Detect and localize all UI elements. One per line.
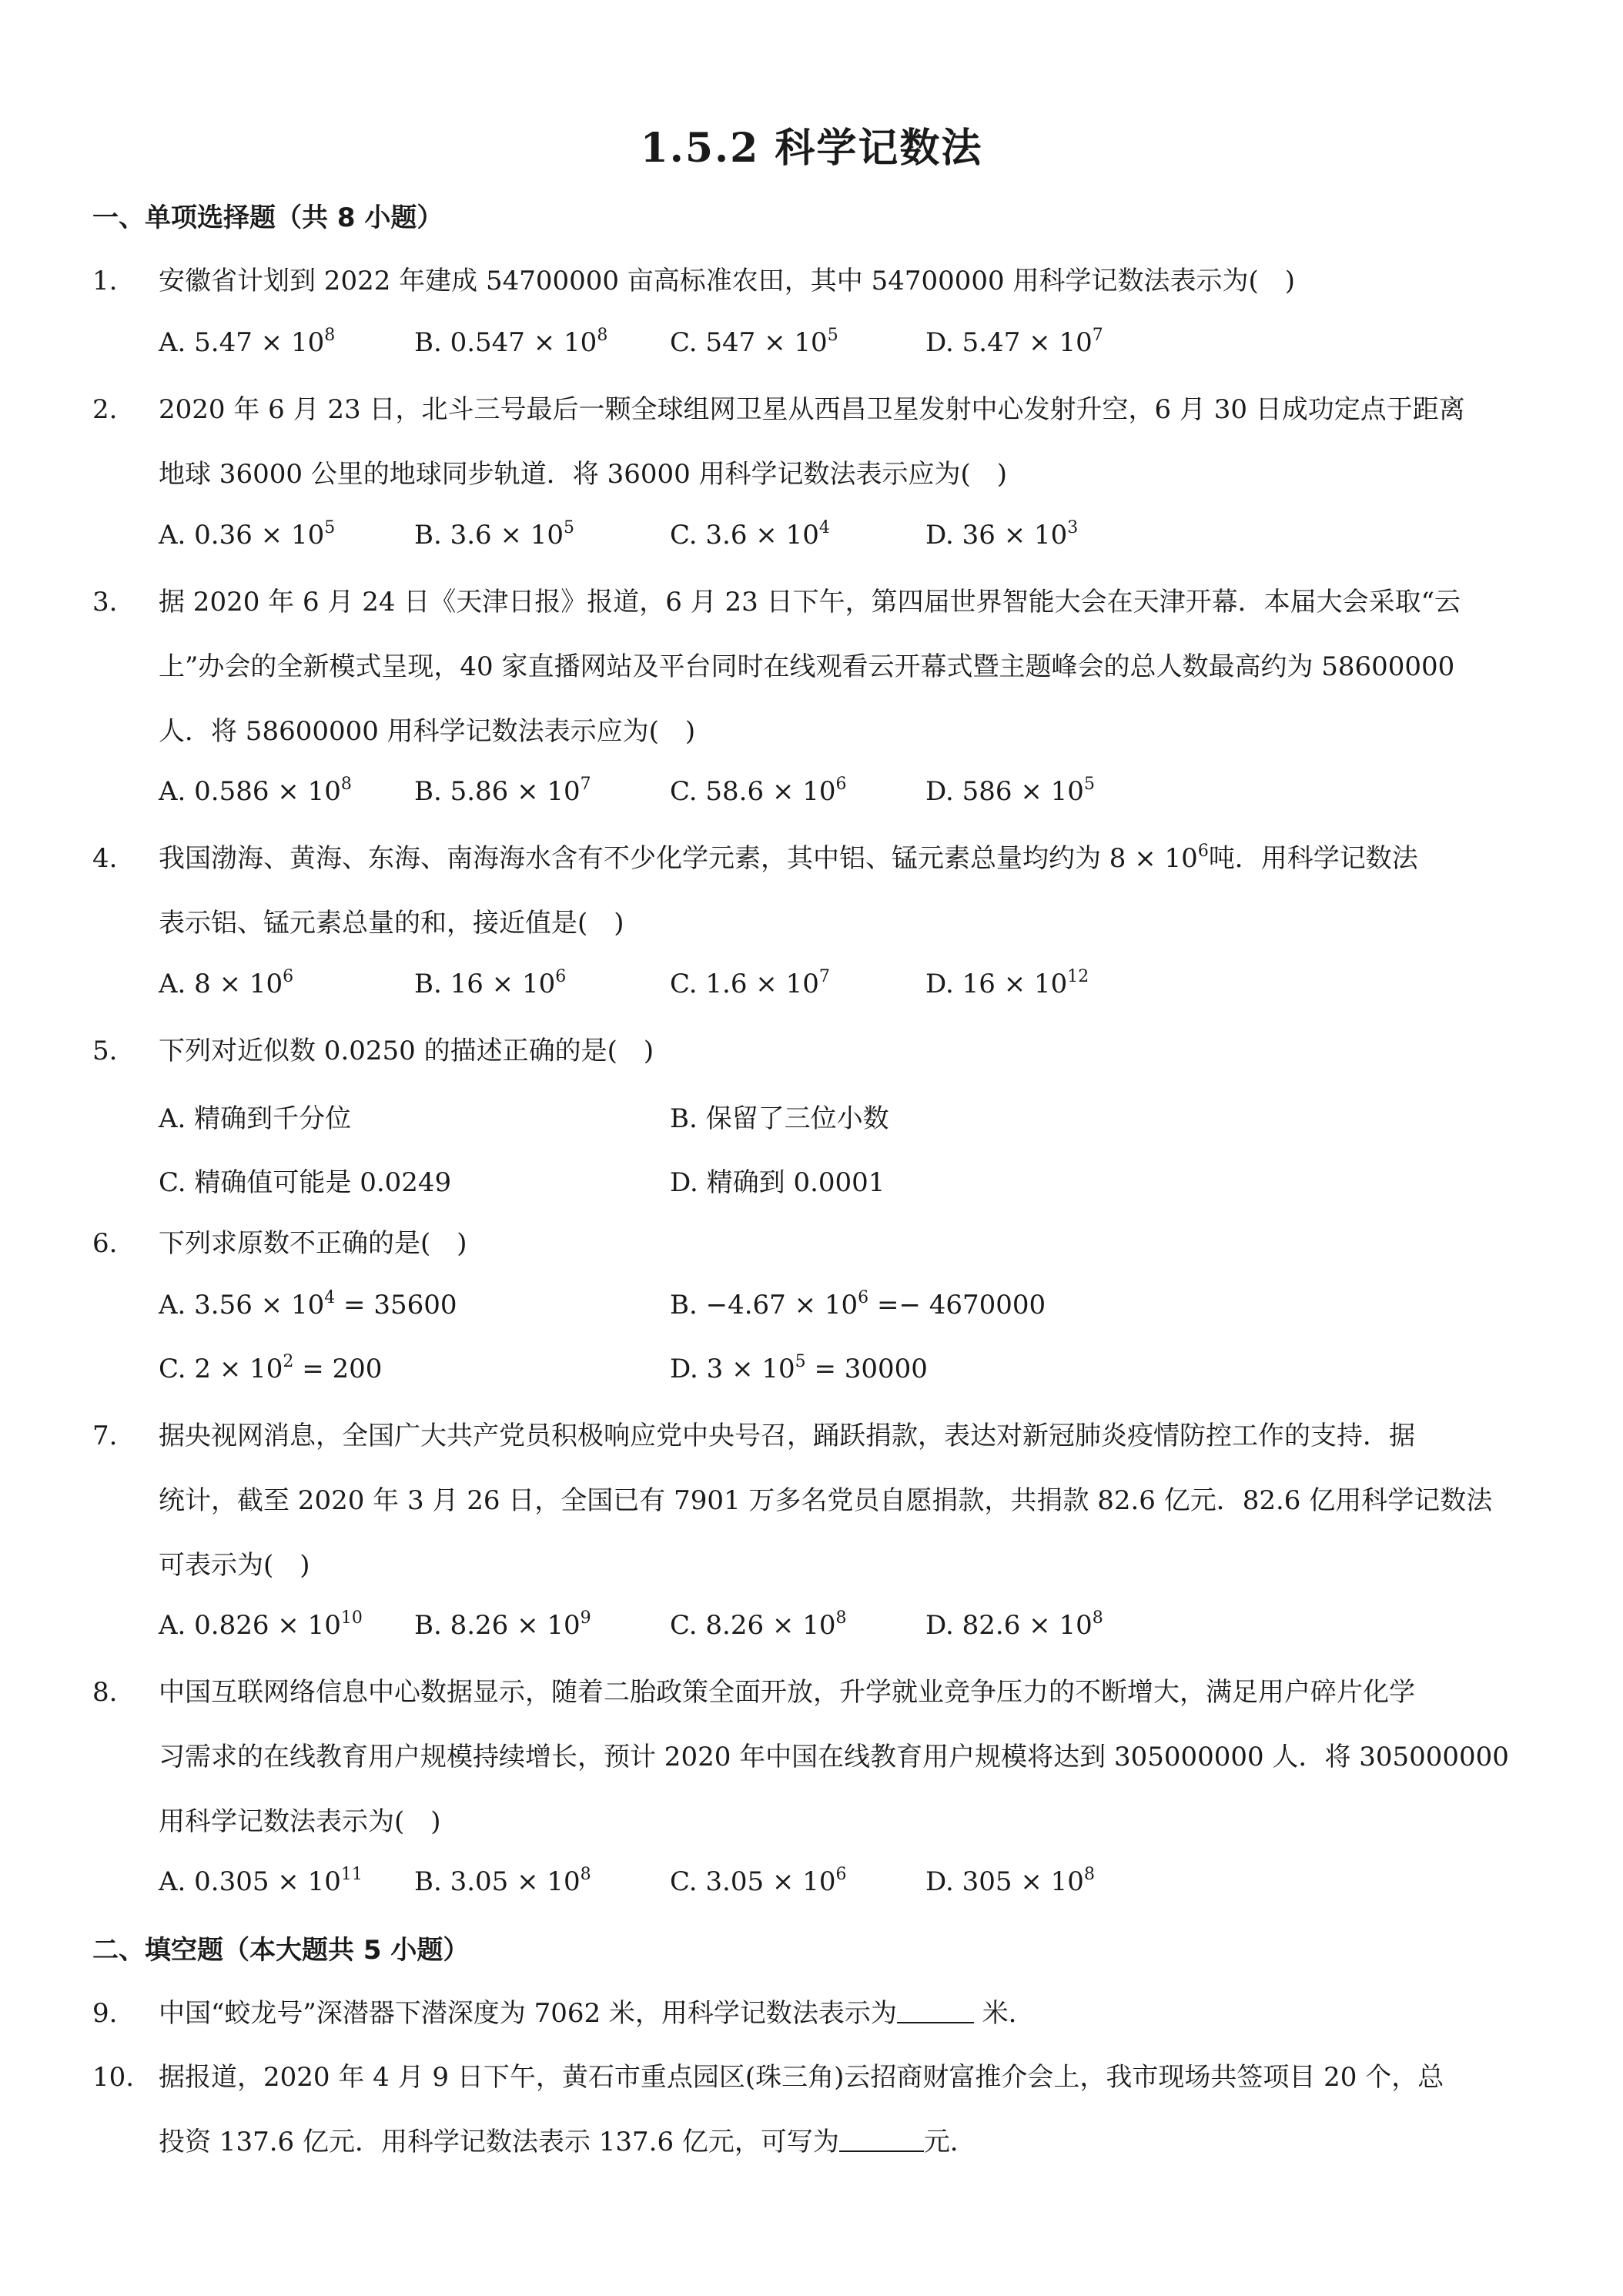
question-4 <box>92 826 1540 956</box>
question-10 <box>92 2045 1540 2174</box>
question-9 <box>92 1981 1540 2046</box>
option-b[interactable]: B. 保留了三位小数 <box>670 1103 889 1134</box>
question-1 <box>92 249 1540 313</box>
question-text-line: 中国互联网络信息中心数据显示，随着二胎政策全面开放，升学就业竞争压力的不断增大，满足用户碎片化学 <box>159 1677 1415 1708</box>
question-text: 下列对近似数 0.0250 的描述正确的是( ) <box>159 1036 654 1066</box>
question-text-line: 据央视网消息，全国广大共产党员积极响应党中央号召，踊跃捐款，表达对新冠肺炎疫情防控工作的支持．据 <box>159 1421 1415 1451</box>
option-c[interactable]: C. $547 \times 10^5$ <box>670 326 838 358</box>
question-text-line: 据报道，2020 年 4 月 9 日下午，黄石市重点园区(珠三角)云招商财富推介会上，我市现场共签项目 20 个，总 <box>159 2062 1444 2093</box>
question-number: 5. <box>92 1036 118 1066</box>
option-a[interactable]: A. $5.47 \times 10^8$ <box>159 326 336 358</box>
section-heading-fill-in: 二、填空题（本大题共 5 小题） <box>92 1935 470 1966</box>
answer-blank[interactable] <box>897 1999 974 2023</box>
question-number: 10. <box>92 2062 135 2093</box>
option-b[interactable]: B. $3.6 \times 10^5$ <box>414 518 575 551</box>
question-text-line: 人．将 58600000 用科学记数法表示应为( ) <box>159 716 696 747</box>
question-number: 1. <box>92 266 118 296</box>
question-text-line: 据 2020 年 6 月 24 日《天津日报》报道，6 月 23 日下午，第四届世界智能大会在天津开幕．本届大会采取“云 <box>159 587 1461 618</box>
option-d[interactable]: D. $305 \times 10^8$ <box>925 1865 1095 1897</box>
option-c[interactable]: C. $8.26 \times 10^8$ <box>670 1608 847 1641</box>
option-d[interactable]: D. $3 \times 10^5 = 30000$ <box>670 1352 928 1384</box>
question-number: 2. <box>92 394 118 425</box>
question-number: 4. <box>92 843 118 874</box>
question-text-line: 我国渤海、黄海、东海、南海海水含有不少化学元素，其中铝、锰元素总量均约为 $8 \times 10^6$吨．用科学记数法 <box>159 842 1418 874</box>
question-text: 下列求原数不正确的是( ) <box>159 1228 467 1259</box>
option-d[interactable]: D. $16 \times 10^{12}$ <box>925 967 1089 999</box>
option-b[interactable]: B. $3.05 \times 10^8$ <box>414 1865 591 1897</box>
option-a[interactable]: A. $0.305 \times 10^{11}$ <box>159 1865 363 1897</box>
question-number: 6. <box>92 1228 118 1259</box>
option-d[interactable]: D. $586 \times 10^5$ <box>925 775 1095 807</box>
option-a[interactable]: A. $8 \times 10^6$ <box>159 967 294 999</box>
question-3 <box>92 570 1540 764</box>
question-5 <box>92 1019 1540 1083</box>
answer-blank[interactable] <box>839 2127 924 2152</box>
question-text: 中国“蛟龙号”深潜器下潜深度为 7062 米，用科学记数法表示为 米． <box>159 1998 1035 2029</box>
question-8 <box>92 1660 1540 1854</box>
option-c[interactable]: C. 精确值可能是 0.0249 <box>159 1167 452 1198</box>
question-text-line: 投资 137.6 亿元．用科学记数法表示 137.6 亿元，可写为 元． <box>159 2127 976 2157</box>
option-b[interactable]: B. $5.86 \times 10^7$ <box>414 775 591 807</box>
option-c[interactable]: C. $2 \times 10^2 = 200$ <box>159 1352 383 1384</box>
option-b[interactable]: B. $-4.67 \times 10^6 =- 4670000$ <box>670 1288 1046 1320</box>
option-d[interactable]: D. $82.6 \times 10^8$ <box>925 1608 1103 1641</box>
question-text: 安徽省计划到 2022 年建成 54700000 亩高标准农田，其中 54700000 用科学记数法表示为( ) <box>159 266 1296 296</box>
option-c[interactable]: C. $3.05 \times 10^6$ <box>670 1865 847 1897</box>
option-d[interactable]: D. $36 \times 10^3$ <box>925 518 1079 551</box>
option-a[interactable]: A. $3.56 \times 10^4 = 35600$ <box>159 1288 457 1320</box>
option-d[interactable]: D. $5.47 \times 10^7$ <box>925 326 1103 358</box>
question-number: 9. <box>92 1998 118 2029</box>
question-text-line: 2020 年 6 月 23 日，北斗三号最后一颗全球组网卫星从西昌卫星发射中心发射升空，6 月 30 日成功定点于距离 <box>159 394 1465 425</box>
question-text-line: 上”办会的全新模式呈现，40 家直播网站及平台同时在线观看云开幕式暨主题峰会的总人数最高约为 58600000 <box>159 651 1455 682</box>
question-text-line: 习需求的在线教育用户规模持续增长，预计 2020 年中国在线教育用户规模将达到 305000000 人．将 305000000 <box>159 1742 1509 1772</box>
question-6 <box>92 1211 1540 1276</box>
option-c[interactable]: C. $1.6 \times 10^7$ <box>670 967 830 999</box>
question-text-line: 用科学记数法表示为( ) <box>159 1806 441 1837</box>
option-b[interactable]: B. $0.547 \times 10^8$ <box>414 326 608 358</box>
page-title: 1.5.2 科学记数法 <box>640 125 983 172</box>
question-text-line: 统计，截至 2020 年 3 月 26 日，全国已有 7901 万多名党员自愿捐款，共捐款 82.6 亿元．82.6 亿用科学记数法 <box>159 1485 1493 1516</box>
question-7 <box>92 1404 1540 1598</box>
question-text-line: 地球 36000 公里的地球同步轨道．将 36000 用科学记数法表示应为( ) <box>159 459 1008 490</box>
option-a[interactable]: A. $0.36 \times 10^5$ <box>159 518 336 551</box>
question-text-line: 表示铝、锰元素总量的和，接近值是( ) <box>159 908 624 939</box>
question-text-line: 可表示为( ) <box>159 1550 310 1581</box>
option-c[interactable]: C. $3.6 \times 10^4$ <box>670 518 830 551</box>
option-b[interactable]: B. $8.26 \times 10^9$ <box>414 1608 591 1641</box>
option-a[interactable]: A. 精确到千分位 <box>159 1103 352 1134</box>
question-2 <box>92 377 1540 507</box>
question-number: 3. <box>92 587 118 618</box>
question-number: 8. <box>92 1677 118 1708</box>
option-a[interactable]: A. $0.586 \times 10^8$ <box>159 775 352 807</box>
section-heading-multiple-choice: 一、单项选择题（共 8 小题） <box>92 202 443 233</box>
option-a[interactable]: A. $0.826 \times 10^{10}$ <box>159 1608 363 1641</box>
option-d[interactable]: D. 精确到 0.0001 <box>670 1167 885 1198</box>
option-c[interactable]: C. $58.6 \times 10^6$ <box>670 775 847 807</box>
question-number: 7. <box>92 1421 118 1451</box>
option-b[interactable]: B. $16 \times 10^6$ <box>414 967 567 999</box>
